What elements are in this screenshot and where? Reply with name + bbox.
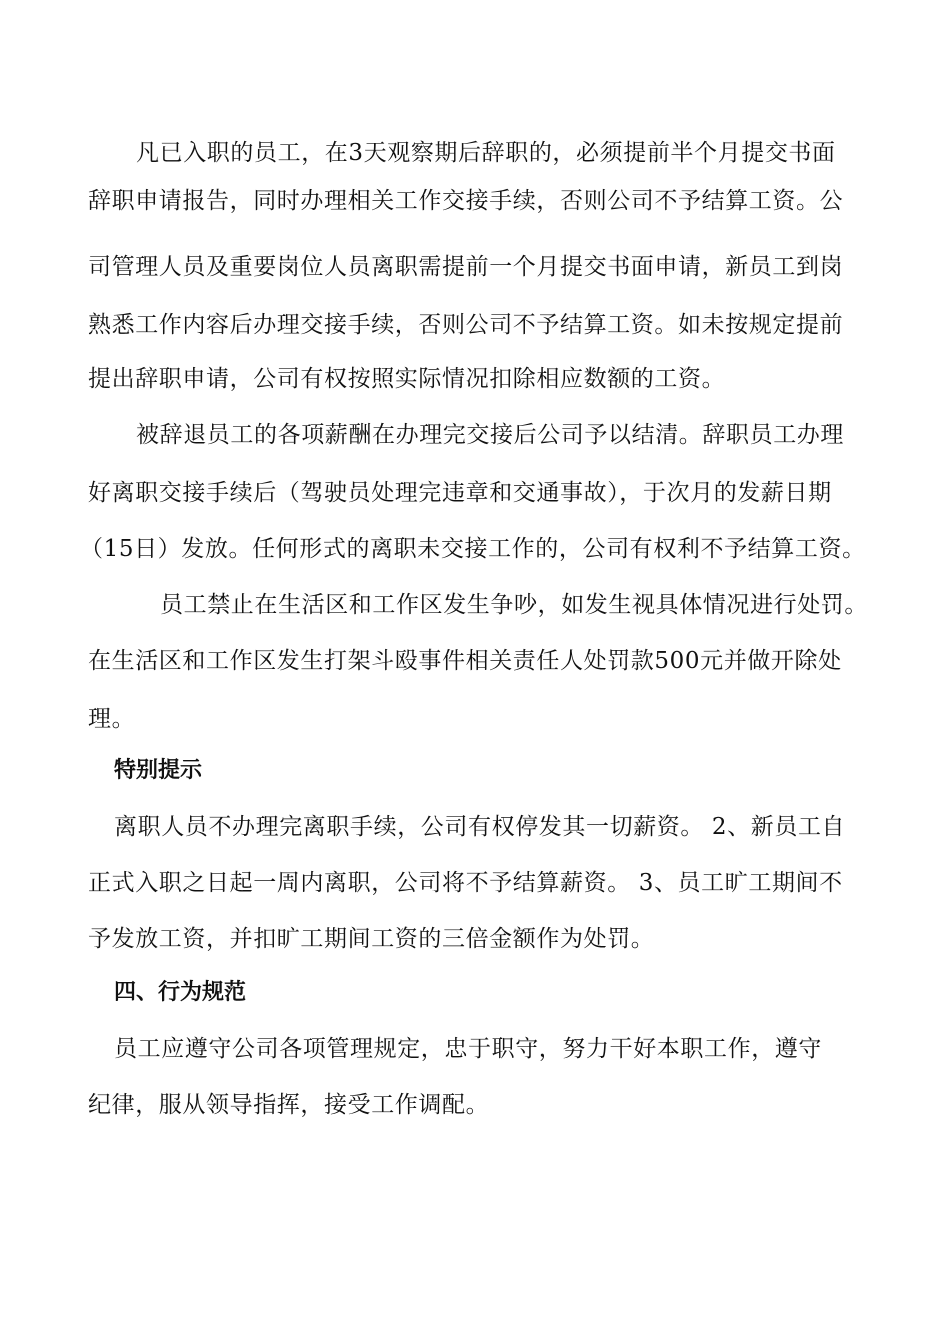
paragraph-line: 员工应遵守公司各项管理规定，忠于职守，努力干好本职工作，遵守 [114, 1036, 822, 1062]
paragraph-line: 辞职申请报告，同时办理相关工作交接手续，否则公司不予结算工资。公 [88, 188, 844, 214]
paragraph-line: 纪律，服从领导指挥，接受工作调配。 [88, 1092, 490, 1118]
paragraph-line: 员工禁止在生活区和工作区发生争吵，如发生视具体情况进行处罚。 [160, 592, 868, 618]
paragraph-line: 熟悉工作内容后办理交接手续，否则公司不予结算工资。如未按规定提前 [88, 312, 844, 338]
special-notice-heading: 特别提示 [114, 758, 203, 783]
paragraph-line: 凡已入职的员工，在3天观察期后辞职的，必须提前半个月提交书面 [136, 140, 836, 166]
paragraph-line: 理。 [88, 706, 136, 732]
paragraph-line: 被辞退员工的各项薪酬在办理完交接后公司予以结清。辞职员工办理 [136, 422, 844, 448]
paragraph-line: 离职人员不办理完离职手续，公司有权停发其一切薪资。 2、新员工自 [114, 814, 846, 840]
paragraph-line: （15日）发放。任何形式的离职未交接工作的，公司有权利不予结算工资。 [80, 536, 866, 562]
paragraph-line: 好离职交接手续后（驾驶员处理完违章和交通事故），于次月的发薪日期 [88, 480, 832, 506]
paragraph-line: 司管理人员及重要岗位人员离职需提前一个月提交书面申请，新员工到岗 [88, 254, 844, 280]
paragraph-line: 在生活区和工作区发生打架斗殴事件相关责任人处罚款500元并做开除处 [88, 648, 842, 674]
paragraph-line: 正式入职之日起一周内离职，公司将不予结算薪资。 3、员工旷工期间不 [88, 870, 843, 896]
paragraph-line: 予发放工资，并扣旷工期间工资的三倍金额作为处罚。 [88, 926, 655, 952]
paragraph-line: 提出辞职申请，公司有权按照实际情况扣除相应数额的工资。 [88, 366, 726, 392]
section-four-heading: 四、行为规范 [114, 980, 247, 1005]
